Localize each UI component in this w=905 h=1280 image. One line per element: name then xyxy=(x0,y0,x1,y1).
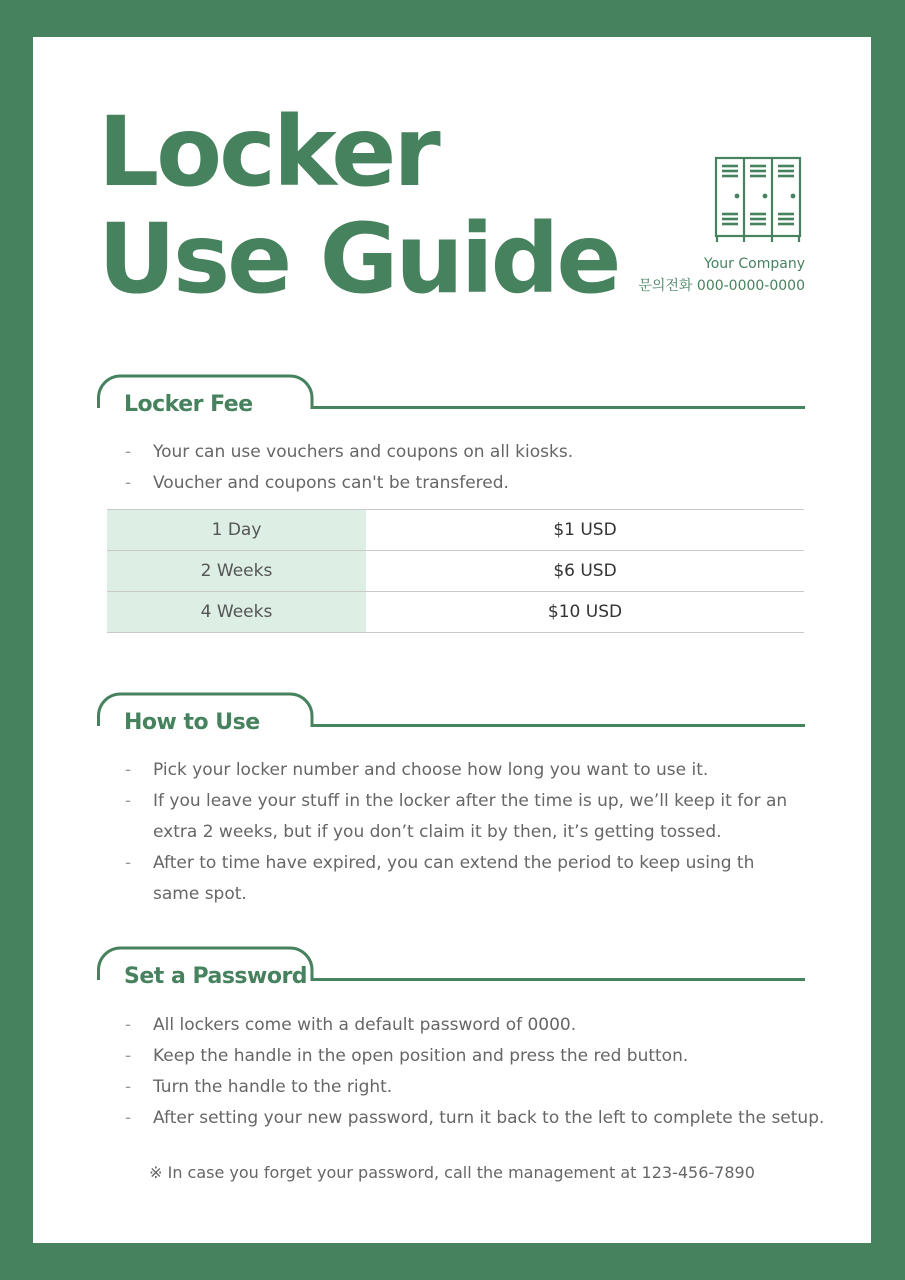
company-name: Your Company xyxy=(704,256,805,272)
section-header-password xyxy=(97,946,805,989)
fee-bullet-list xyxy=(121,437,573,499)
fee-period: 2 Weeks xyxy=(107,551,366,592)
fee-period: 1 Day xyxy=(107,510,366,551)
title-line-2: Use Guide xyxy=(98,203,619,315)
list-item: - Your can use vouchers and coupons on all kiosks. xyxy=(125,442,574,462)
section-title-password: Set a Password xyxy=(124,964,308,989)
list-item: - Pick your locker number and choose how long you want to use it. xyxy=(125,760,709,780)
password-bullet-list xyxy=(121,1010,824,1134)
table-row xyxy=(107,510,804,551)
list-item: - After to time have expired, you can extend the period to keep using th xyxy=(125,853,755,873)
fee-table xyxy=(107,509,804,633)
fee-price: $1 USD xyxy=(366,510,804,551)
list-item: - Turn the handle to the right. xyxy=(125,1077,393,1097)
password-note: ※ In case you forget your password, call the management at 123-456-7890 xyxy=(149,1163,755,1182)
howto-bullet-list xyxy=(121,755,787,910)
fee-period: 4 Weeks xyxy=(107,592,366,633)
table-row xyxy=(107,592,804,633)
section-header-howto xyxy=(97,692,805,735)
title-line-1: Locker xyxy=(98,96,438,208)
section-title-howto: How to Use xyxy=(124,710,260,735)
table-row xyxy=(107,551,804,592)
list-item: - If you leave your stuff in the locker after the time is up, we’ll keep it for an xyxy=(125,791,788,811)
company-phone: 문의전화 000-0000-0000 xyxy=(638,278,805,294)
fee-price: $6 USD xyxy=(366,551,804,592)
company-info xyxy=(638,253,805,297)
guide-sheet xyxy=(33,37,871,1243)
section-header-fee xyxy=(97,374,805,417)
list-item: - All lockers come with a default password of 0000. xyxy=(125,1015,577,1035)
list-item: - After setting your new password, turn it back to the left to complete the setup. xyxy=(125,1108,825,1128)
list-item: - Voucher and coupons can't be transfered. xyxy=(125,473,509,493)
page-title xyxy=(98,96,619,315)
list-item: - Keep the handle in the open position and press the red button. xyxy=(125,1046,689,1066)
locker-icon xyxy=(714,156,802,244)
list-item-continuation: extra 2 weeks, but if you don’t claim it by then, it’s getting tossed. xyxy=(153,822,722,842)
list-item-continuation: same spot. xyxy=(153,884,247,904)
fee-price: $10 USD xyxy=(366,592,804,633)
section-title-fee: Locker Fee xyxy=(124,392,253,417)
